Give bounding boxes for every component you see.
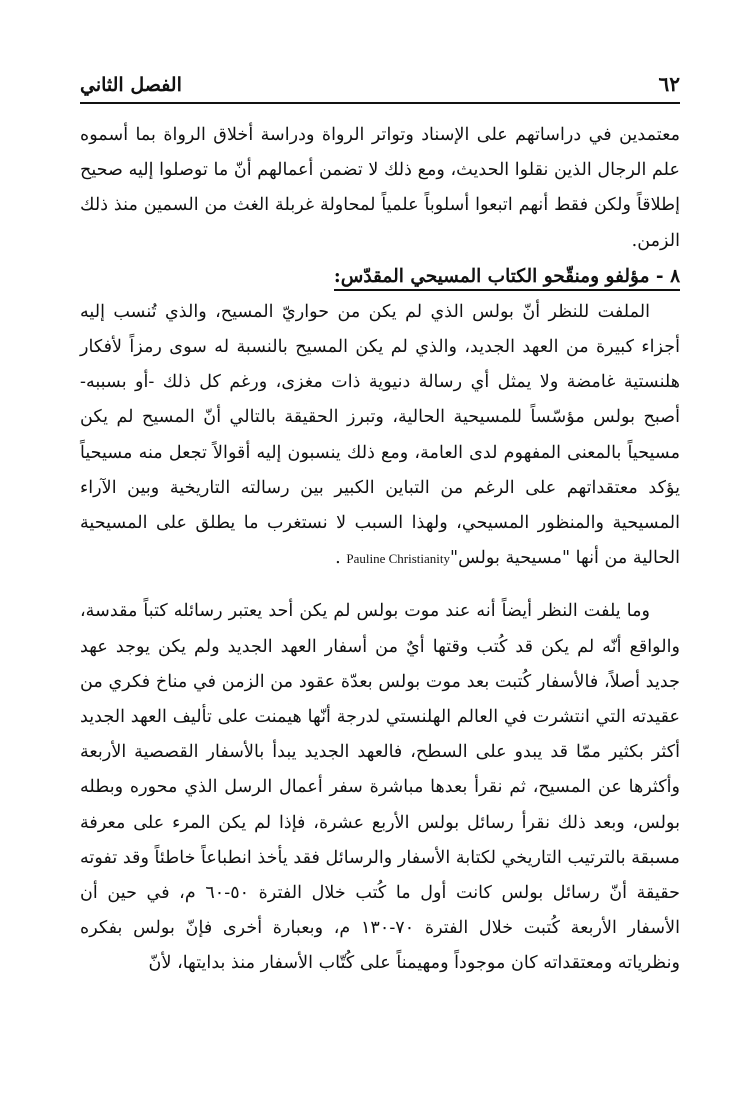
intro-paragraph: معتمدين في دراساتهم على الإسناد وتواتر الرواة ودراسة أخلاق الرواة بما أسموه علم الرجال الذين نقلوا الحديث، ومع ذلك لا تضمن أعمالهم أنّ ما توصلوا إليه صحيح إطلاقاً ولكن فقط أنهم اتبعوا أسلوباً علمياً لمحاولة غربلة الغث من السمين منذ ذلك الزمن. xyxy=(80,125,680,251)
section-paragraph-2: وما يلفت النظر أيضاً أنه عند موت بولس لم يكن أحد يعتبر رسائله كتباً مقدسة، والواقع أنّه لم يكن قد كُتب وقتها أيٌ من أسفار العهد الجديد ولم يكن يوجد عهد جديد أصلاً، فالأسفار كُتبت بعد موت بولس بعدّة عقود من الزمن في مناخ فكري من عقيدته التي انتشرت في العالم الهلنستي لدرجة أنّها هيمنت على تأليف العهد الجديد أكثر بكثير ممّا قد يبدو على السطح، فالعهد الجديد يبدأ بالأسفار القصصية الأربعة وأكثرها عن المسيح، ثم نقرأ بعدها مباشرة سفر أعمال الرسل الذي محوره وبطله بولس، وبعد ذلك نقرأ رسائل بولس الأربع عشرة، فإذا لم يكن المرء على معرفة مسبقة بالترتيب التاريخي لكتابة الأسفار والرسائل فقد يأخذ انطباعاً خاطئاً وقد تفوته حقيقة أنّ رسائل بولس كانت أول ما كُتب خلال الفترة ٥٠-٦٠ م، في حين أن الأسفار الأربعة كُتبت خلال الفترة ٧٠-١٣٠ م، وبعبارة أخرى فإنّ بولس بفكره ونظرياته ومعتقداته كان موجوداً ومهيمناً على كُتّاب الأسفار منذ بدايتها، لأنّ xyxy=(80,601,681,974)
page-number: ٦٢ xyxy=(658,72,680,96)
chapter-title: الفصل الثاني xyxy=(80,74,182,96)
section-heading xyxy=(80,259,680,295)
paragraph-1-text: الملفت للنظر أنّ بولس الذي لم يكن من حواريّ المسيح، والذي تُنسب إليه أجزاء كبيرة من العهد الجديد، والذي لم يكن المسيح بالنسبة له سوى رمزاً لأفكار هلنستية غامضة ولا يمثل أي رسالة دنيوية ذات مغزى، ورغم كل ذلك -أو بسببه- أصبح بولس مؤسّساً للمسيحية الحالية، وتبرز الحقيقة بالتالي أنّ المسيح لم يكن مسيحياً بالمعنى المفهوم لدى العامة، ومع ذلك ينسبون إليه أقوالاً تجعل منه مسيحياً يؤكد معتقداتهم على الرغم من التباين الكبير بين رسالته التاريخية وبين الآراء المسيحية والمنظور المسيحي، ولهذا السبب لا نستغرب ما يطلق على المسيحية الحالية من أنها "مسيحية بولس" xyxy=(80,301,680,569)
latin-term: Pauline Christianity xyxy=(346,551,450,567)
book-page xyxy=(80,70,680,982)
page-body xyxy=(80,118,680,982)
running-header xyxy=(80,70,680,104)
section-heading-text: ٨ - مؤلفو ومنقّحو الكتاب المسيحي المقدّس: xyxy=(334,266,680,291)
section-paragraph-1: الملفت للنظر أنّ بولس الذي لم يكن من حواريّ المسيح، والذي تُنسب إليه أجزاء كبيرة من العهد الجديد، والذي لم يكن المسيح بالنسبة له سوى رمزاً لأفكار هلنستية غامضة ولا يمثل أي رسالة دنيوية ذات مغزى، ورغم كل ذلك -أو بسببه- أصبح بولس مؤسّساً للمسيحية الحالية، وتبرز الحقيقة بالتالي أنّ المسيح لم يكن مسيحياً بالمعنى المفهوم لدى العامة، ومع ذلك ينسبون إليه أقوالاً تجعل منه مسيحياً يؤكد معتقداتهم على الرغم من التباين الكبير بين رسالته التاريخية وبين الآراء المسيحية والمنظور المسيحي، ولهذا السبب لا نستغرب ما يطلق على المسيحية الحالية من أنها "مسيحية بولس"Pauline Christianity . xyxy=(80,301,680,569)
